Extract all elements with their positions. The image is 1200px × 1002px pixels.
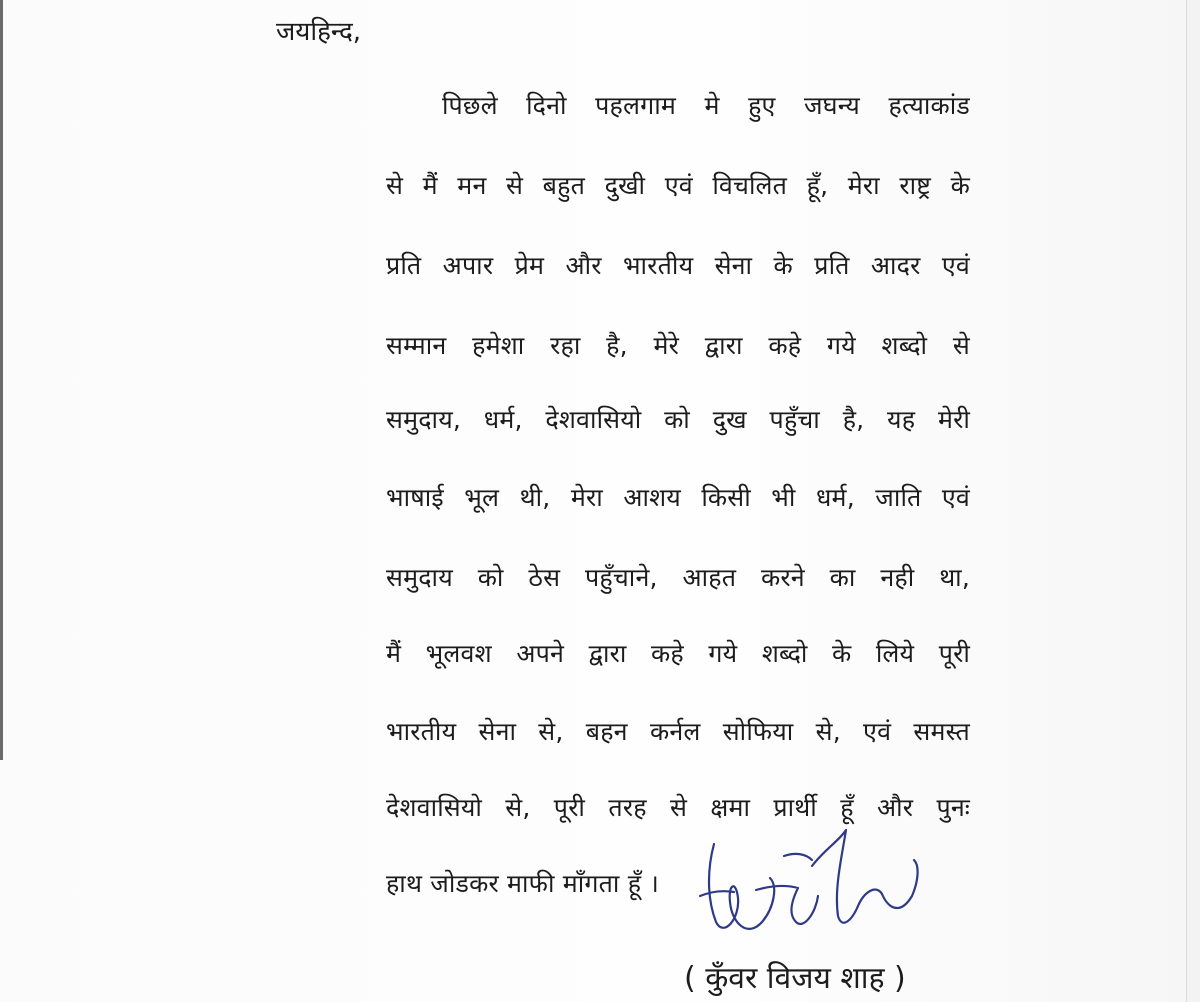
letter-line-11: हाथ जोडकर माफी माँगता हूँ । <box>386 869 660 898</box>
letter-line-8: मैं भूलवश अपने द्वारा कहे गये शब्दो के लिये पूरी <box>386 639 970 668</box>
letter-line-6: भाषाई भूल थी, मेरा आशय किसी भी धर्म, जाति एवं <box>386 483 970 512</box>
letter-line-9: भारतीय सेना से, बहन कर्नल सोफिया से, एवं समस्त <box>386 717 970 746</box>
letter-line-7: समुदाय को ठेस पहुँचाने, आहत करने का नही था, <box>386 563 970 592</box>
letter-line-2: से मैं मन से बहुत दुखी एवं विचलित हूँ, मेरा राष्ट्र के <box>386 171 970 200</box>
letter-line-10: देशवासियो से, पूरी तरह से क्षमा प्रार्थी हूँ और पुनः <box>386 793 970 822</box>
letter-line-4: सम्मान हमेशा रहा है, मेरे द्वारा कहे गये शब्दो से <box>386 331 970 360</box>
handwritten-signature <box>700 826 940 966</box>
letter-line-5: समुदाय, धर्म, देशवासियो को दुख पहुँचा है, यह मेरी <box>386 405 970 434</box>
signature-stroke-4 <box>784 854 812 860</box>
page-left-edge <box>0 0 3 760</box>
signature-stroke-1 <box>709 844 774 929</box>
page-right-edge <box>1186 0 1200 1002</box>
letter-line-3: प्रति अपार प्रेम और भारतीय सेना के प्रति आदर एवं <box>386 251 970 280</box>
signature-stroke-3 <box>812 830 918 923</box>
signatory-name: ( कुँवर विजय शाह ) <box>684 961 906 996</box>
salutation: जयहिन्द, <box>276 17 362 47</box>
letter-line-1: पिछले दिनो पहलगाम मे हुए जघन्य हत्याकांड <box>442 91 970 120</box>
